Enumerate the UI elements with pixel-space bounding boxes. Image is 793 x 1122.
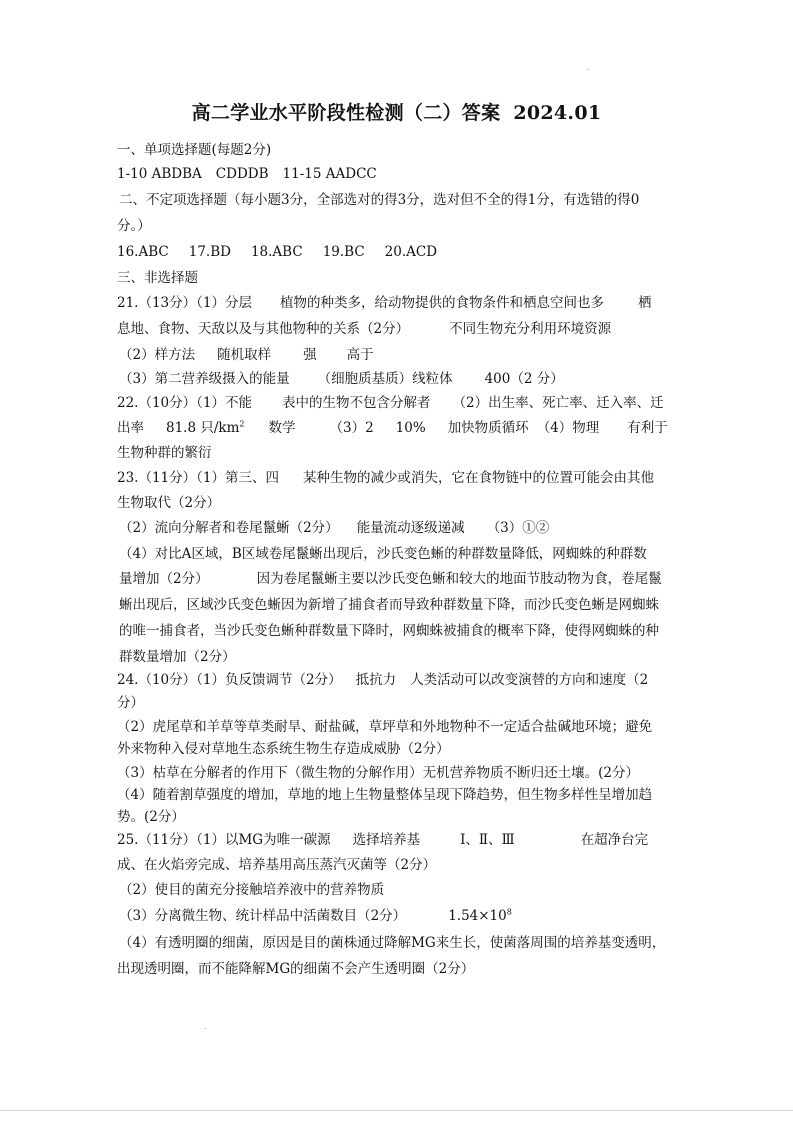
page-title: 高二学业水平阶段性检测（二）答案 2024.01	[191, 102, 602, 124]
q24-line-2: 分）	[117, 695, 144, 711]
q24-line-7: 势。(2分）	[117, 809, 185, 825]
q24-line-6: （4）随着割草强度的增加，草地的地上生物量整体呈现下降趋势，但生物多样性呈增加趋	[117, 787, 653, 803]
q24-line-4: 外来物种入侵对草地生态系统生物生存造成威胁（2分）	[117, 741, 450, 757]
q21-line-2: 息地、食物、天敌以及与其他物种的关系（2分） 不同生物充分利用环境资源	[117, 321, 612, 337]
q25-line-1: 25.（11分）（1）以MG为唯一碳源 选择培养基 Ⅰ、Ⅱ、Ⅲ 在超净台完	[117, 832, 649, 848]
q23-line-3: （2）流向分解者和卷尾鬣蜥（2分） 能量流动逐级递减 （3）①②	[119, 520, 550, 536]
q22-line-3: 生物种群的繁衍	[117, 445, 212, 461]
q21-line-1: 21.（13分）（1）分层 植物的种类多，给动物提供的食物条件和栖息空间也多 栖	[117, 295, 652, 311]
q23-line-1: 23.（11分）（1）第三、四 某种生物的减少或消失，它在食物链中的位置可能会由其他	[117, 470, 654, 486]
q21-line-4: （3）第二营养级摄入的能量 （细胞质基质）线粒体 400（2 分）	[119, 371, 564, 387]
q23-line-7: 的唯一捕食者，当沙氏变色蜥种群数量下降时，网蜘蛛被捕食的概率下降，使得网蜘蛛的种	[119, 623, 659, 639]
q22-line-1: 22.（10分）（1）不能 表中的生物不包含分解者 （2）出生率、死亡率、迁入率、迁	[117, 395, 664, 411]
stray-dot	[588, 69, 589, 70]
q22-line-2: 出率 81.8 只$/km^2$ 数学 （3）2 10% 加快物质循环 （4）物理 有利于	[117, 419, 668, 436]
q24-line-5: （3）枯草在分解者的作用下（微生物的分解作用）无机营养物质不断归还土壤。(2分）	[117, 765, 639, 781]
section-1-heading: 一、单项选择题(每题2分)	[117, 142, 272, 158]
q21-line-3: （2）样方法 随机取样 强 高于	[119, 347, 374, 363]
q25-line-2: 成、在火焰旁完成、培养基用高压蒸汽灭菌等（2分）	[117, 857, 437, 873]
section-3-heading: 三、非选择题	[117, 270, 198, 286]
q23-line-5: 量增加（2分） 因为卷尾鬣蜥主要以沙氏变色蜥和较大的地面节肢动物为食，卷尾鬣	[119, 571, 662, 587]
q23-line-8: 群数量增加（2分）	[119, 649, 236, 665]
q25-line-5: （4）有透明圈的细菌，原因是目的菌株通过降解MG来生长，使菌落周围的培养基变透明，	[119, 935, 666, 951]
section-2-heading: 二、不定项选择题（每小题3分，全部选对的得3分，选对但不全的得1分，有选错的得0	[119, 192, 640, 208]
q25-line-6: 出现透明圈，而不能降解MG的细菌不会产生透明圈（2分）	[117, 961, 475, 977]
section-2-heading-cont: 分。）	[117, 218, 151, 234]
q23-line-4: （4）对比A区域，B区域卷尾鬣蜥出现后，沙氏变色蜥的种群数量降低，网蜘蛛的种群数	[119, 546, 647, 562]
q24-line-1: 24.（10分）（1）负反馈调节（2分） 抵抗力 人类活动可以改变演替的方向和速度（2	[117, 672, 649, 688]
q23-line-6: 蜥出现后，区域沙氏变色蜥因为新增了捕食者而导致种群数量下降，而沙氏变色蜥是网蜘蛛	[119, 597, 659, 613]
stray-dot-bottom	[205, 1028, 206, 1029]
q25-line-4: （3）分离微生物、统计样品中活菌数目（2分） $1.54\times 10^8$	[119, 907, 512, 924]
section-2-answers: 16.ABC 17.BD 18.ABC 19.BC 20.ACD	[117, 244, 438, 260]
page-bottom-rule	[0, 1110, 793, 1111]
q24-line-3: （2）虎尾草和羊草等草类耐旱、耐盐碱，草坪草和外地物种不一定适合盐碱地环境；避免	[117, 719, 653, 735]
section-1-answers: 1-10 ABDBA CDDDB 11-15 AADCC	[117, 166, 377, 182]
q25-line-3: （2）使目的菌充分接触培养液中的营养物质	[119, 882, 385, 898]
q23-line-2: 生物取代（2分）	[117, 495, 221, 511]
